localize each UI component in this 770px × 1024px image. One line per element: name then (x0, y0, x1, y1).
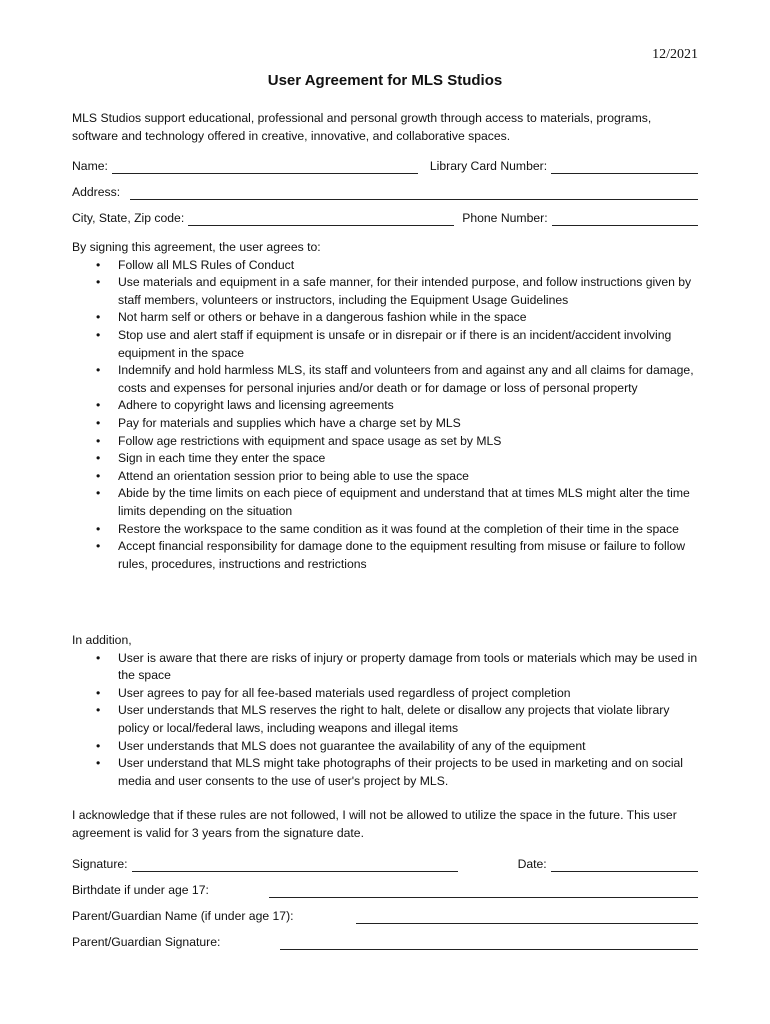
birthdate-field[interactable] (269, 884, 698, 898)
address-field[interactable] (130, 186, 698, 200)
agreement-section (72, 239, 698, 573)
guardian-signature-field[interactable] (280, 936, 698, 950)
addition-section (72, 632, 698, 790)
city-field[interactable] (188, 212, 454, 226)
birthdate-label: Birthdate if under age 17: (72, 883, 209, 897)
address-label: Address: (72, 185, 121, 199)
phone-field[interactable] (552, 212, 698, 226)
guardian-name-row (72, 908, 698, 926)
address-row (72, 184, 698, 202)
guardian-name-label: Parent/Guardian Name (if under age 17): (72, 909, 294, 923)
addition-lead: In addition, (72, 633, 132, 647)
agreement-item: • Not harm self or others or behave in a dangerous fashion while in the space (118, 309, 698, 327)
agreement-item: • Indemnify and hold harmless MLS, its staff and volunteers from and against any and all claims for damage, costs and expenses for personal injuries and/or death or for damage or loss of personal property (118, 362, 698, 397)
library-card-field[interactable] (551, 160, 698, 174)
date-field[interactable] (551, 858, 698, 872)
guardian-signature-row (72, 934, 698, 952)
agreement-item: • Attend an orientation session prior to being able to use the space (118, 468, 698, 486)
agreement-lead: By signing this agreement, the user agrees to: (72, 240, 321, 254)
phone-label: Phone Number: (462, 211, 548, 225)
guardian-signature-label: Parent/Guardian Signature: (72, 935, 221, 949)
name-field[interactable] (112, 160, 418, 174)
agreement-item: • Stop use and alert staff if equipment is unsafe or in disrepair or if there is an incident/accident involving equipment in the space (118, 327, 698, 362)
birthdate-row (72, 882, 698, 900)
city-row (72, 210, 698, 228)
agreement-item: • Sign in each time they enter the space (118, 450, 698, 468)
date-label: Date: (517, 857, 547, 871)
acknowledge-paragraph: I acknowledge that if these rules are not followed, I will not be allowed to utilize the space in the future. This user agreement is valid for 3 years from the signature date. (72, 808, 677, 840)
addition-item: • User understand that MLS might take photographs of their projects to be used in marketing and on social media and user consents to the use of user's project by MLS. (118, 755, 698, 790)
addition-item: • User understands that MLS reserves the right to halt, delete or disallow any projects that violate library policy or local/federal laws, including weapons and illegal items (118, 702, 698, 737)
guardian-name-field[interactable] (356, 910, 698, 924)
agreement-item: • Abide by the time limits on each piece of equipment and understand that at times MLS might alter the time limits depending on the situation (118, 485, 698, 520)
addition-list (72, 650, 698, 791)
intro-paragraph: MLS Studios support educational, professional and personal growth through access to materials, programs, software and technology offered in creative, innovative, and collaborative spaces. (72, 111, 652, 143)
signature-row (72, 856, 698, 874)
name-row (72, 158, 698, 176)
agreement-list (72, 257, 698, 574)
city-label: City, State, Zip code: (72, 211, 185, 225)
name-label: Name: (72, 159, 108, 173)
addition-item: • User is aware that there are risks of injury or property damage from tools or materials which may be used in the space (118, 650, 698, 685)
library-card-label: Library Card Number: (429, 159, 548, 173)
signature-field[interactable] (132, 858, 458, 872)
addition-item: • User understands that MLS does not guarantee the availability of any of the equipment (118, 738, 698, 756)
agreement-item: • Pay for materials and supplies which have a charge set by MLS (118, 415, 698, 433)
agreement-item: • Follow all MLS Rules of Conduct (118, 257, 698, 275)
document-date: 12/2021 (652, 47, 698, 62)
agreement-item: • Use materials and equipment in a safe manner, for their intended purpose, and follow instructions given by staff members, volunteers or instructors, including the Equipment Usage Guidelines (118, 274, 698, 309)
document-title: User Agreement for MLS Studios (267, 72, 503, 89)
agreement-item: • Follow age restrictions with equipment and space usage as set by MLS (118, 433, 698, 451)
agreement-item: • Accept financial responsibility for damage done to the equipment resulting from misuse or failure to follow rules, procedures, instructions and restrictions (118, 538, 698, 573)
agreement-item: • Adhere to copyright laws and licensing agreements (118, 397, 698, 415)
agreement-item: • Restore the workspace to the same condition as it was found at the completion of their time in the space (118, 521, 698, 539)
addition-item: • User agrees to pay for all fee-based materials used regardless of project completion (118, 685, 698, 703)
signature-label: Signature: (72, 857, 128, 871)
